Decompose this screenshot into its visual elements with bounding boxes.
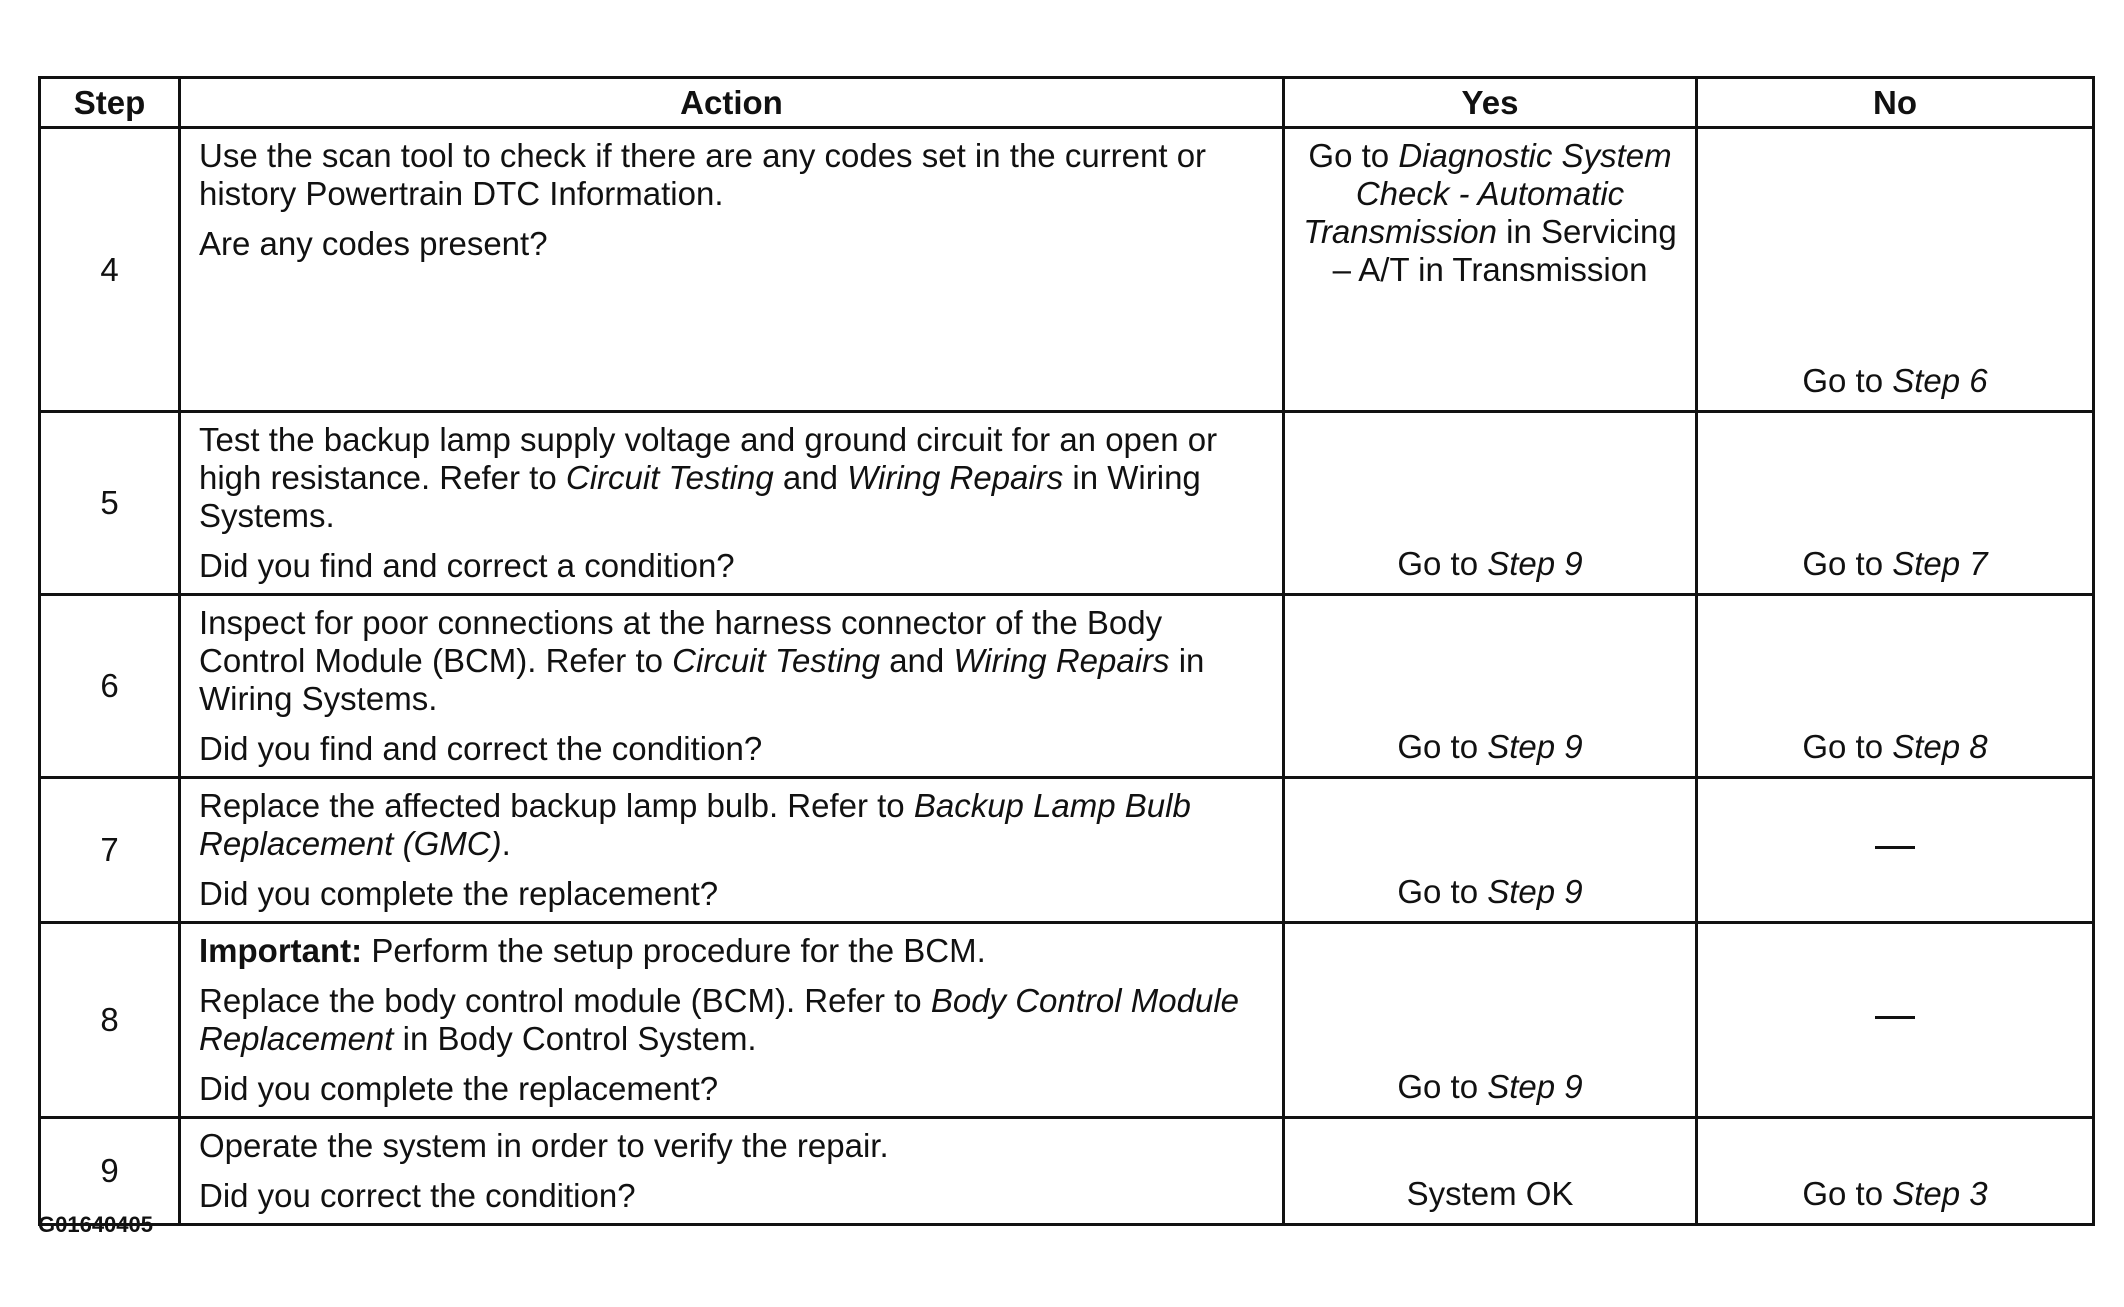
action-instruction bbox=[199, 787, 1266, 863]
not-applicable-dash bbox=[1875, 846, 1915, 849]
action-instruction bbox=[199, 421, 1266, 535]
yes-cell bbox=[1284, 778, 1697, 923]
action-cell bbox=[180, 595, 1284, 778]
no-goto-text: Go to bbox=[1802, 1175, 1893, 1212]
header-yes: Yes bbox=[1284, 78, 1697, 128]
action-instruction bbox=[199, 982, 1266, 1058]
step-number: 5 bbox=[40, 412, 180, 595]
no-link[interactable]: Step 8 bbox=[1892, 728, 1988, 765]
action-link[interactable]: Wiring Repairs bbox=[847, 459, 1064, 496]
action-text: Replace the body control module (BCM). Refer to bbox=[199, 982, 931, 1019]
step-number: 7 bbox=[40, 778, 180, 923]
no-goto-text: Go to bbox=[1802, 545, 1893, 582]
action-text: Replace the affected backup lamp bulb. Refer to bbox=[199, 787, 914, 824]
no-link[interactable]: Step 7 bbox=[1892, 545, 1988, 582]
yes-goto-text: Go to bbox=[1308, 137, 1399, 174]
header-no: No bbox=[1697, 78, 2094, 128]
table-row bbox=[40, 1118, 2094, 1225]
action-question: Did you complete the replacement? bbox=[199, 1070, 719, 1107]
no-cell bbox=[1697, 595, 2094, 778]
no-cell bbox=[1697, 412, 2094, 595]
action-instruction bbox=[199, 604, 1266, 718]
step-number: 8 bbox=[40, 923, 180, 1118]
yes-link[interactable]: Step 9 bbox=[1487, 545, 1583, 582]
step-number: 6 bbox=[40, 595, 180, 778]
action-question: Did you correct the condition? bbox=[199, 1177, 636, 1214]
yes-link[interactable]: Step 9 bbox=[1487, 1068, 1583, 1105]
action-link[interactable]: Wiring Repairs bbox=[953, 642, 1170, 679]
action-cell bbox=[180, 128, 1284, 412]
yes-goto-text: Go to bbox=[1397, 728, 1488, 765]
yes-cell bbox=[1284, 923, 1697, 1118]
yes-cell bbox=[1284, 128, 1697, 412]
no-cell bbox=[1697, 1118, 2094, 1225]
action-question: Are any codes present? bbox=[199, 225, 548, 262]
action-instruction: Operate the system in order to verify the repair. bbox=[199, 1127, 889, 1164]
header-action: Action bbox=[180, 78, 1284, 128]
important-label: Important: bbox=[199, 932, 363, 969]
important-text: Perform the setup procedure for the BCM. bbox=[362, 932, 986, 969]
yes-cell bbox=[1284, 595, 1697, 778]
table-row bbox=[40, 923, 2094, 1118]
yes-goto-text: Go to bbox=[1397, 545, 1488, 582]
action-text: in Body Control System. bbox=[393, 1020, 757, 1057]
yes-link[interactable]: Step 9 bbox=[1487, 873, 1583, 910]
yes-cell bbox=[1284, 1118, 1697, 1225]
action-text: and bbox=[880, 642, 954, 679]
action-text: . bbox=[501, 825, 511, 862]
yes-result-text: System OK bbox=[1406, 1175, 1574, 1212]
header-row bbox=[40, 78, 2094, 128]
no-link[interactable]: Step 6 bbox=[1892, 362, 1988, 399]
important-note bbox=[199, 932, 1266, 970]
action-cell bbox=[180, 1118, 1284, 1225]
no-cell bbox=[1697, 128, 2094, 412]
step-number: 9 bbox=[40, 1118, 180, 1225]
table-row bbox=[40, 595, 2094, 778]
action-text: and bbox=[773, 459, 848, 496]
action-instruction: Use the scan tool to check if there are any codes set in the current or history Powertrain DTC Information. bbox=[199, 137, 1207, 212]
yes-goto-text: Go to bbox=[1397, 1068, 1488, 1105]
action-question: Did you find and correct the condition? bbox=[199, 730, 763, 767]
yes-location-text: in Servicing – A/T in Transmission bbox=[1332, 213, 1677, 288]
action-text: in Wiring Systems. bbox=[199, 459, 1201, 534]
header-step: Step bbox=[40, 78, 180, 128]
action-text: in Wiring Systems. bbox=[199, 642, 1205, 717]
step-number: 4 bbox=[40, 128, 180, 412]
action-cell bbox=[180, 778, 1284, 923]
action-cell bbox=[180, 923, 1284, 1118]
action-link[interactable]: Circuit Testing bbox=[565, 459, 774, 496]
yes-cell bbox=[1284, 412, 1697, 595]
no-goto-text: Go to bbox=[1802, 728, 1893, 765]
yes-goto-text: Go to bbox=[1397, 873, 1488, 910]
no-cell bbox=[1697, 923, 2094, 1118]
action-link[interactable]: Body Control Module Replacement bbox=[199, 982, 1240, 1057]
action-link[interactable]: Circuit Testing bbox=[672, 642, 881, 679]
action-question: Did you find and correct a condition? bbox=[199, 547, 735, 584]
no-cell bbox=[1697, 778, 2094, 923]
figure-id: G01640405 bbox=[38, 1212, 153, 1237]
table-row bbox=[40, 128, 2094, 412]
no-link[interactable]: Step 3 bbox=[1892, 1175, 1988, 1212]
action-link[interactable]: Backup Lamp Bulb Replacement (GMC) bbox=[199, 787, 1191, 862]
action-text: Test the backup lamp supply voltage and ground circuit for an open or high resistance. Refer to bbox=[199, 421, 1218, 496]
no-goto-text: Go to bbox=[1802, 362, 1893, 399]
diagnostic-table bbox=[38, 76, 2095, 1226]
table-row bbox=[40, 412, 2094, 595]
action-question: Did you complete the replacement? bbox=[199, 875, 719, 912]
not-applicable-dash bbox=[1875, 1016, 1915, 1019]
yes-link[interactable]: Step 9 bbox=[1487, 728, 1583, 765]
action-cell bbox=[180, 412, 1284, 595]
table-row bbox=[40, 778, 2094, 923]
action-text: Inspect for poor connections at the harness connector of the Body Control Module (BCM). Refer to bbox=[199, 604, 1163, 679]
yes-link[interactable]: Diagnostic System Check - Automatic Transmission bbox=[1303, 137, 1672, 250]
